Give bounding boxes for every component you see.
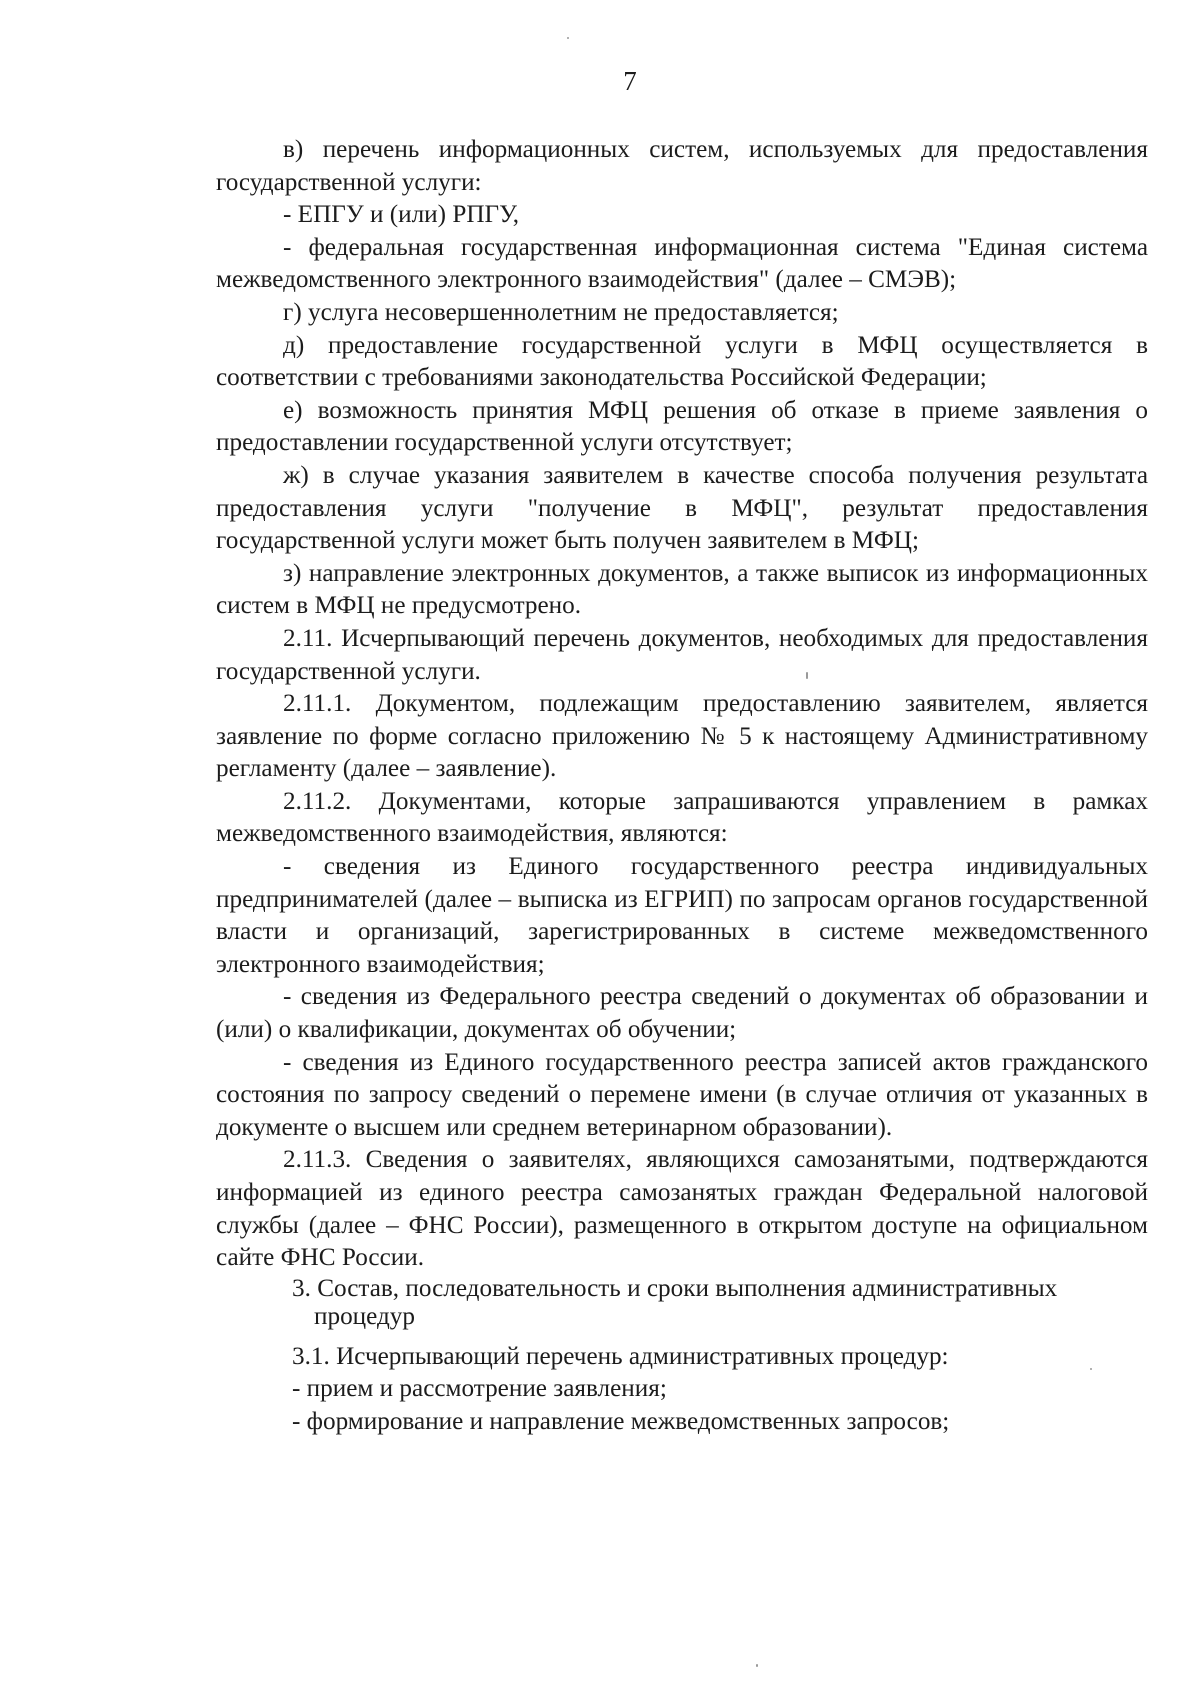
paragraph-frdo: - сведения из Федерального реестра сведений о документах об образовании и (или) о квалификации, документах об обучении; — [216, 983, 1148, 1044]
paragraph-2-11: 2.11. Исчерпывающий перечень документов, необходимых для предоставления государственной услуги. — [216, 624, 1148, 685]
paragraph-v-info-systems: в) перечень информационных систем, используемых для предоставления государственной услуги: — [216, 136, 1148, 196]
page-number: 7 — [623, 66, 637, 96]
scan-speck — [756, 1664, 758, 1667]
paragraph-epgu: - ЕПГУ и (или) РПГУ, — [283, 201, 520, 229]
list-item: - прием и рассмотрение заявления; — [292, 1375, 667, 1403]
paragraph-2-11-1: 2.11.1. Документом, подлежащим предоставлению заявителем, является заявление по форме согласно приложению № 5 к настоящему Административному регламенту (далее – заявление). — [216, 690, 1148, 783]
paragraph-d-mfc: д) предоставление государственной услуги в МФЦ осуществляется в соответствии с требованиями законодательства Российской Федерации; — [216, 331, 1148, 392]
section-3-heading: 3. Состав, последовательность и сроки выполнения административных процедур — [292, 1274, 1058, 1330]
paragraph-g-minors: г) услуга несовершеннолетним не предоставляется; — [283, 298, 839, 326]
paragraph-zh-result: ж) в случае указания заявителем в качестве способа получения результата предоставления услуги "получение в МФЦ", результат предоставления государственной услуги может быть получен заявителем в МФЦ; — [216, 461, 1148, 555]
scan-speck — [567, 37, 569, 39]
paragraph-smev: - федеральная государственная информационная система "Единая система межведомственного электронного взаимодействия" (далее – СМЭВ); — [216, 233, 1148, 294]
paragraph-egrip: - сведения из Единого государственного реестра индивидуальных предпринимателей (далее – выписка из ЕГРИП) по запросам органов государственной власти и организаций, зарегистрированных в системе межведомственного электронного взаимодействия; — [216, 853, 1148, 978]
paragraph-e-refusal: е) возможность принятия МФЦ решения об отказе в приеме заявления о предоставлении государственной услуги отсутствует; — [216, 396, 1148, 457]
paragraph-2-11-2: 2.11.2. Документами, которые запрашиваются управлением в рамках межведомственного взаимодействия, являются: — [216, 787, 1148, 848]
paragraph-z-electronic-docs: з) направление электронных документов, а также выписок из информационных систем в МФЦ не предусмотрено. — [216, 559, 1148, 620]
procedures-list-title: 3.1. Исчерпывающий перечень административных процедур: — [292, 1342, 949, 1370]
document-body — [216, 134, 1148, 1439]
paragraph-zags: - сведения из Единого государственного реестра записей актов гражданского состояния по запросу сведений о перемене имени (в случае отличия от указанных в документе о высшем или среднем ветеринарном образовании). — [216, 1048, 1148, 1141]
list-item: - формирование и направление межведомственных запросов; — [292, 1407, 950, 1435]
paragraph-2-11-3: 2.11.3. Сведения о заявителях, являющихся самозанятыми, подтверждаются информацией из единого реестра самозанятых граждан Федеральной налоговой службы (далее – ФНС России), размещенного в открытом доступе на официальном сайте ФНС России. — [216, 1146, 1148, 1272]
